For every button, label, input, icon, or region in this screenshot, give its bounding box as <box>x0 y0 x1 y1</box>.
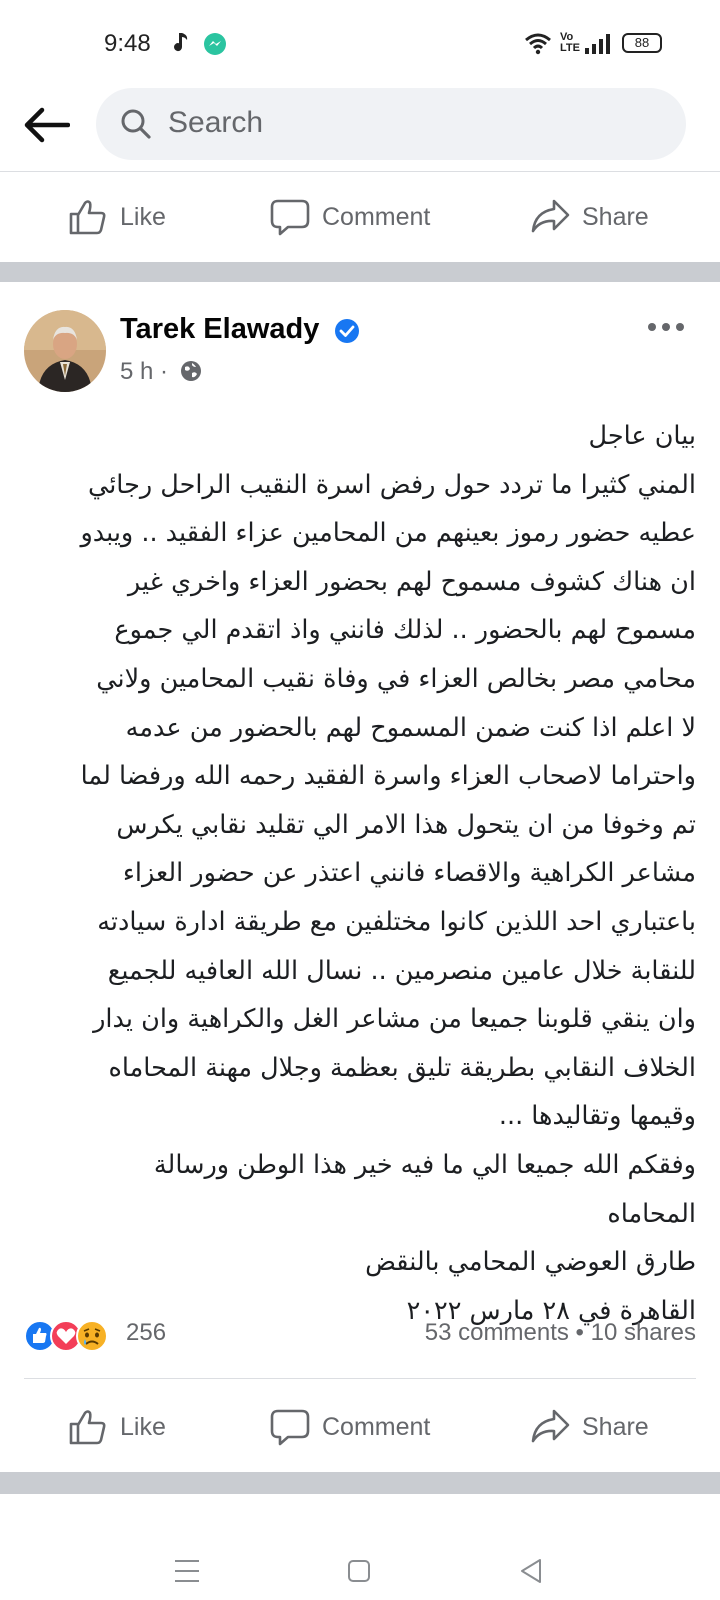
sad-reaction-icon <box>77 1321 107 1351</box>
menu-icon[interactable] <box>174 1558 200 1584</box>
share-icon <box>530 197 570 237</box>
share-label: Share <box>582 202 649 231</box>
post-line: واحتراما لاصحاب العزاء واسرة الفقيد رحمه الله ورفضا لما <box>80 761 696 792</box>
arrow-left-icon <box>24 107 70 143</box>
share-button[interactable] <box>530 172 649 262</box>
thumbs-up-icon <box>68 197 108 237</box>
post-line: الخلاف النقابي بطريقة تليق بعظمة وجلال مهنة المحاماه <box>108 1052 696 1083</box>
post-line: طارق العوضي المحامي بالنقض <box>365 1247 696 1278</box>
post-line: للنقابة خلال عامين منصرمين .. نسال الله العافيه للجميع <box>107 955 696 986</box>
post-line: تم وخوفا من ان يتحول هذا الامر الي تقليد نقابي يكرس <box>116 809 696 840</box>
search-input[interactable] <box>96 88 686 160</box>
verified-badge-icon <box>334 318 360 344</box>
comment-label: Comment <box>322 202 431 231</box>
share-button[interactable] <box>530 1382 649 1472</box>
author-name[interactable]: Tarek Elawady <box>120 313 320 345</box>
post-actions <box>0 1382 720 1472</box>
post-line: باعتباري احد اللذين كانوا مختلفين مع طريقة ادارة سيادته <box>97 906 696 937</box>
like-label: Like <box>120 1412 166 1441</box>
post-line: وان ينقي قلوبنا جميعا من مشاعر الغل والكراهية وان يدار <box>93 1004 696 1035</box>
messenger-icon <box>203 32 227 56</box>
more-dots-icon <box>646 321 686 333</box>
comments-shares-count[interactable]: 53 comments • 10 shares <box>424 1319 696 1346</box>
search-placeholder: Search <box>168 106 264 139</box>
thumbs-up-icon <box>68 1407 108 1447</box>
post-line: وفقكم الله جميعا الي ما فيه خير هذا الوطن ورسالة <box>153 1149 696 1180</box>
comment-button[interactable] <box>270 172 430 262</box>
like-button[interactable] <box>68 172 166 262</box>
post-text <box>44 412 696 1335</box>
post-line: ان هناك كشوف مسموح لهم بحضور العزاء واخري غير <box>127 566 696 597</box>
like-label: Like <box>120 202 166 231</box>
comment-label: Comment <box>322 1412 431 1441</box>
profile-photo <box>24 310 106 392</box>
previous-post-actions <box>0 172 720 262</box>
status-bar <box>0 0 720 80</box>
like-button[interactable] <box>68 1382 166 1472</box>
post-separator <box>0 1472 720 1494</box>
reaction-count[interactable]: 256 <box>126 1319 167 1346</box>
more-options-button[interactable] <box>646 320 686 340</box>
stats-divider <box>24 1378 696 1379</box>
share-label: Share <box>582 1412 649 1441</box>
comment-button[interactable] <box>270 1382 430 1472</box>
post-line: لا اعلم اذا كنت ضمن المسموح لهم بالحضور من عدمه <box>125 712 696 743</box>
post-line: القاهرة في ٢٨ مارس ٢٠٢٢ <box>406 1295 696 1326</box>
post-line: محامي مصر بخالص العزاء في وفاة نقيب المحامين ولاني <box>96 663 696 694</box>
post-line: مسموح لهم بالحضور .. لذلك فانني واذ اتقدم الي جموع <box>114 615 696 646</box>
post-separator <box>0 262 720 282</box>
wifi-icon <box>524 33 552 55</box>
signal-icon <box>584 33 614 55</box>
navigation-bar <box>0 1494 720 1600</box>
back-icon[interactable] <box>518 1558 544 1584</box>
volte-icon: Vo LTE <box>560 31 580 54</box>
back-button[interactable] <box>22 100 72 150</box>
reaction-summary[interactable] <box>24 1318 204 1354</box>
reaction-icons <box>24 1318 124 1354</box>
avatar[interactable] <box>24 310 106 392</box>
post-line: مشاعر الكراهية والاقصاء فانني اعتذر عن حضور العزاء <box>122 858 696 889</box>
comment-icon <box>270 197 310 237</box>
home-icon[interactable] <box>346 1558 372 1584</box>
music-note-icon <box>172 31 190 55</box>
status-time: 9:48 <box>104 30 151 57</box>
globe-icon <box>180 360 202 382</box>
post-line: وقيمها وتقاليدها ... <box>498 1101 696 1132</box>
post-timestamp[interactable]: 5 h · <box>120 358 169 385</box>
post-line: المحاماه <box>607 1198 696 1229</box>
post-line: بيان عاجل <box>588 421 696 451</box>
post-line: عطيه حضور رموز بعينهم من المحامين عزاء الفقيد .. ويبدو <box>80 518 696 549</box>
comment-icon <box>270 1407 310 1447</box>
post-line: المني كثيرا ما تردد حول رفض اسرة النقيب الراحل رجائي <box>87 469 696 500</box>
search-icon <box>120 108 152 140</box>
battery-icon: 88 <box>622 33 662 53</box>
share-icon <box>530 1407 570 1447</box>
